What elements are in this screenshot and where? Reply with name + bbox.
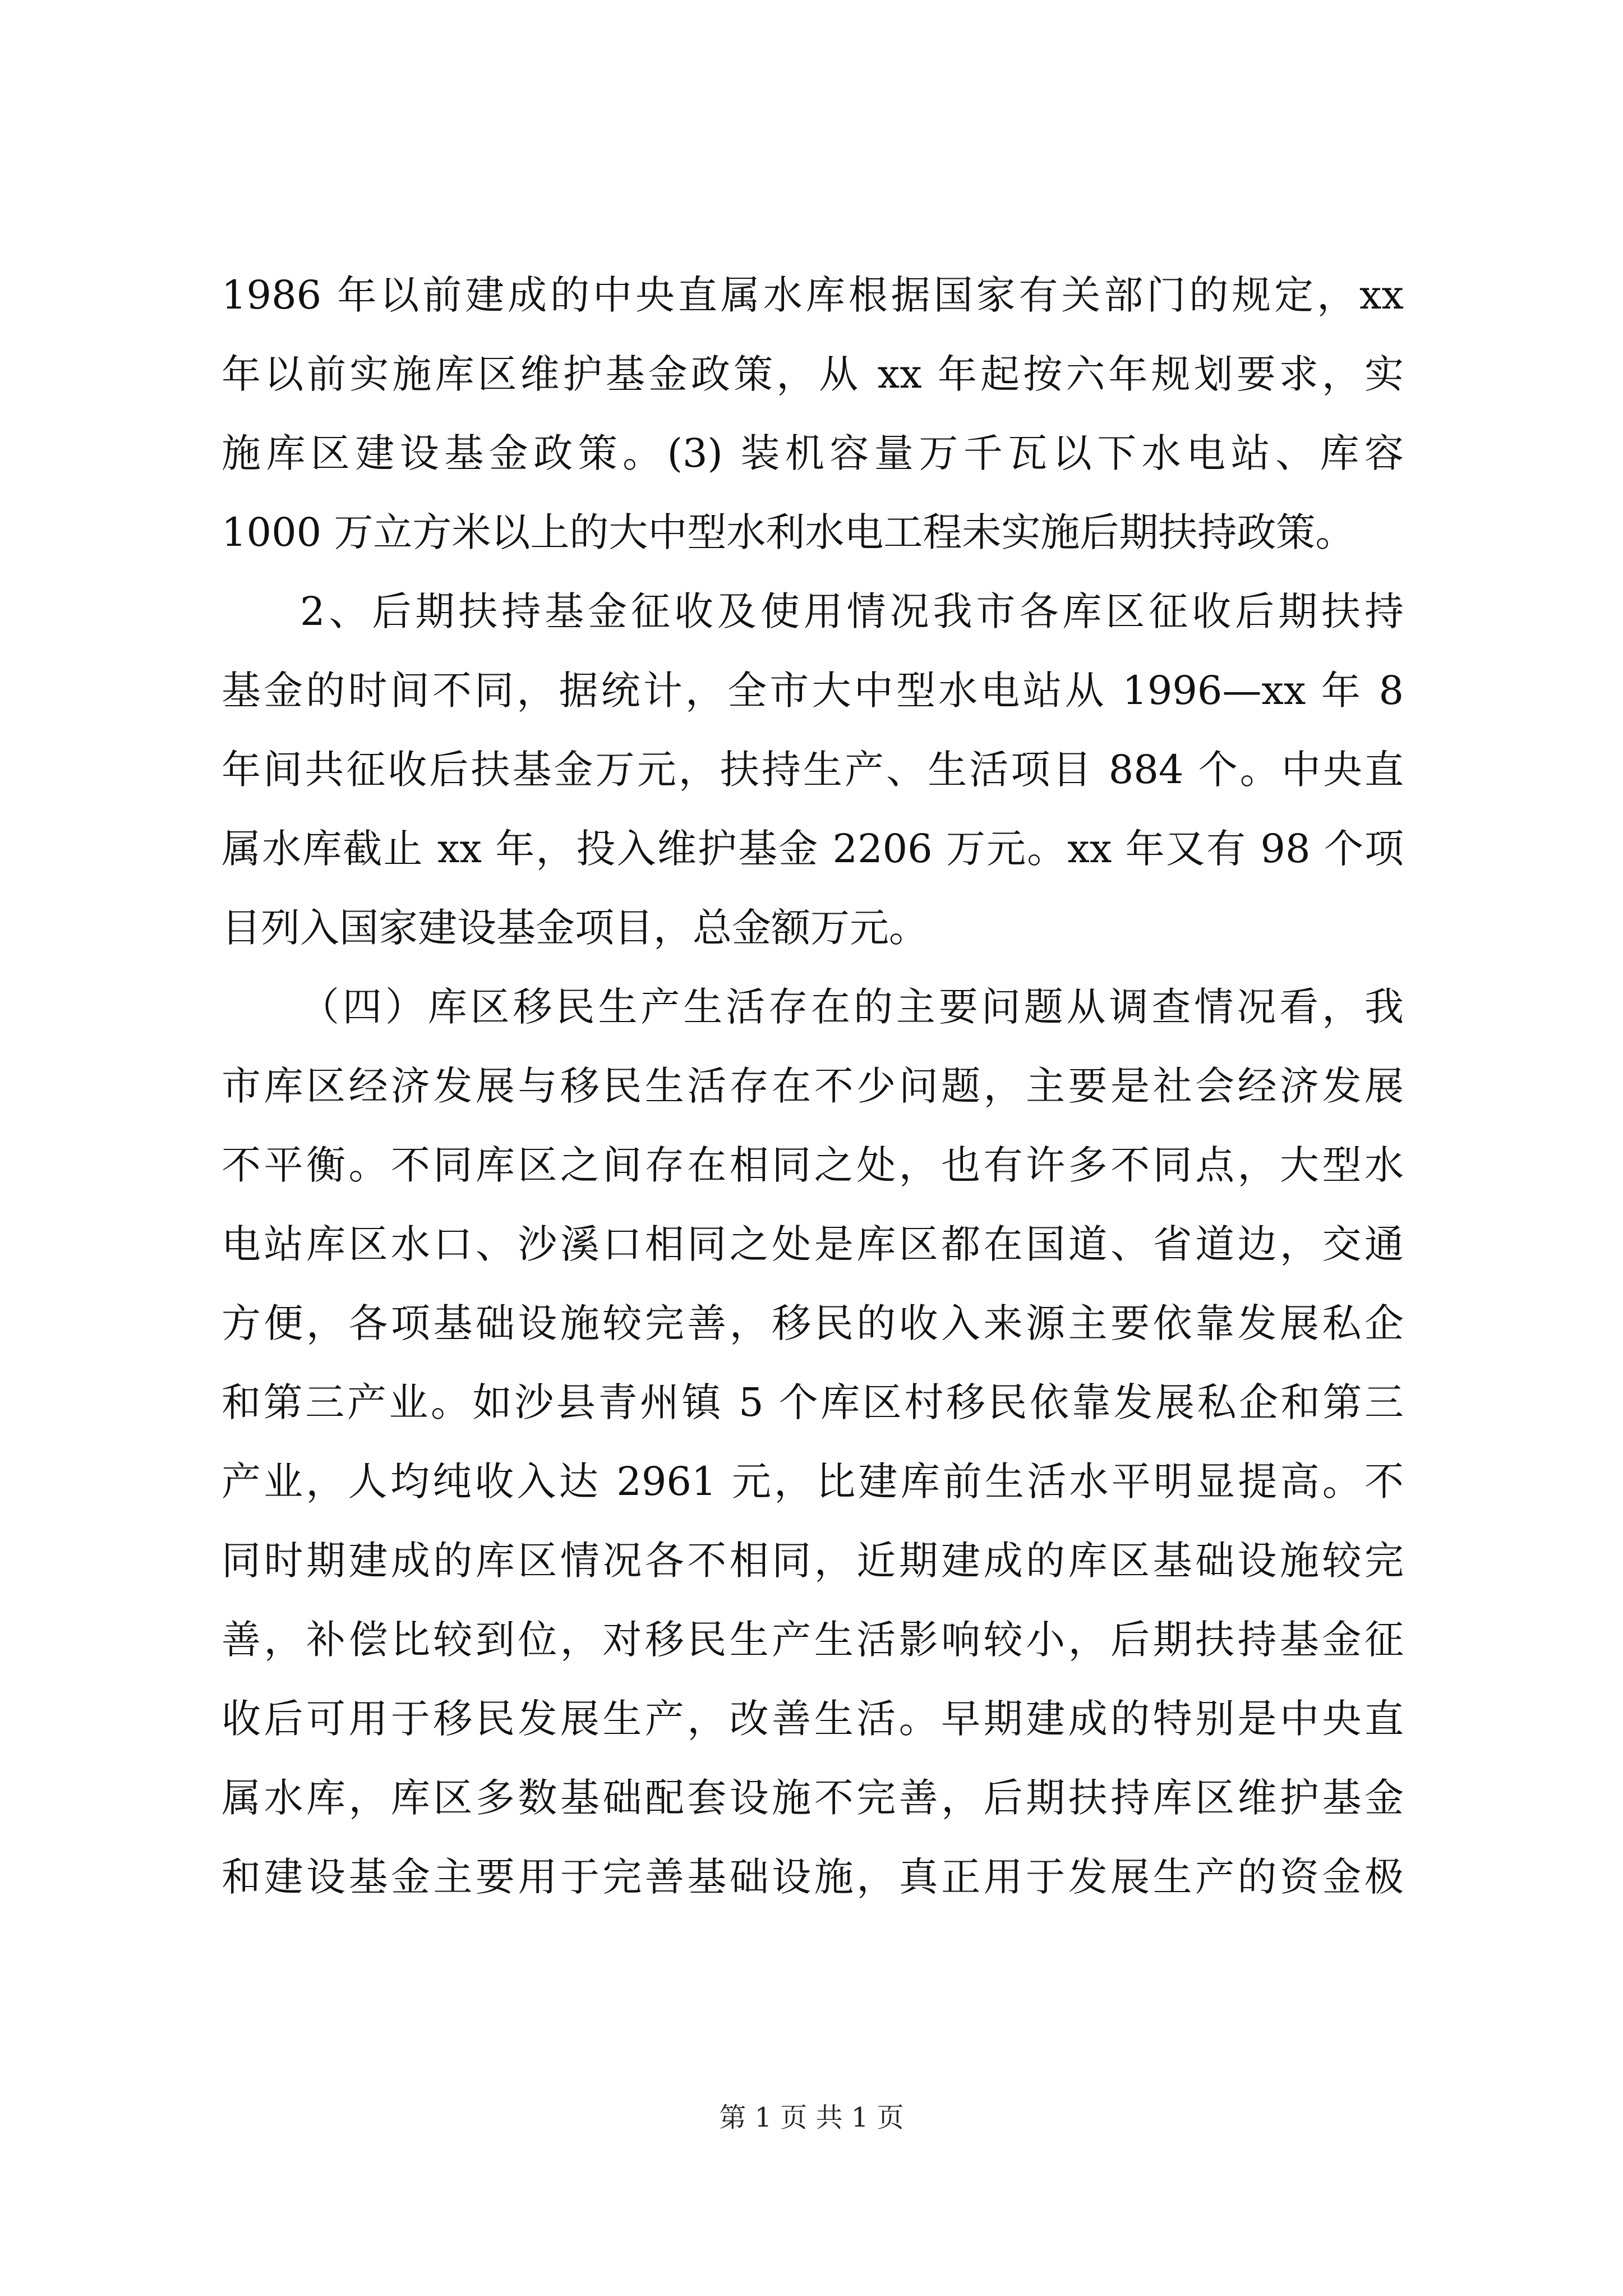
text-line: 方便，各项基础设施较完善，移民的收入来源主要依靠发展私企 [222, 1300, 1404, 1346]
text-line: 不平衡。不同库区之间存在相同之处，也有许多不同点，大型水 [222, 1142, 1404, 1188]
text-line: 施库区建设基金政策。(3) 装机容量万千瓦以下水电站、库容 [222, 430, 1404, 476]
text-line: 1000 万立方米以上的大中型水利水电工程未实施后期扶持政策。 [222, 509, 1355, 555]
paragraph-start-line: 2、后期扶持基金征收及使用情况我市各库区征收后期扶持 [300, 588, 1404, 634]
text-line: 电站库区水口、沙溪口相同之处是库区都在国道、省道边，交通 [222, 1221, 1404, 1267]
body-text [222, 268, 1404, 1929]
text-line: 基金的时间不同，据统计，全市大中型水电站从 1996—xx 年 8 [222, 668, 1404, 714]
text-line: 1986 年以前建成的中央直属水库根据国家有关部门的规定，xx [222, 272, 1404, 318]
text-line: 同时期建成的库区情况各不相同，近期建成的库区基础设施较完 [222, 1538, 1404, 1584]
paragraph-start-line: （四）库区移民生产生活存在的主要问题从调查情况看，我 [300, 984, 1404, 1030]
text-line: 属水库，库区多数基础配套设施不完善，后期扶持库区维护基金 [222, 1775, 1404, 1821]
text-line: 属水库截止 xx 年，投入维护基金 2206 万元。xx 年又有 98 个项 [222, 826, 1404, 872]
text-line: 年以前实施库区维护基金政策，从 xx 年起按六年规划要求，实 [222, 351, 1404, 397]
text-line: 市库区经济发展与移民生活存在不少问题，主要是社会经济发展 [222, 1063, 1404, 1109]
page-footer [0, 2101, 1623, 2134]
text-line: 和建设基金主要用于完善基础设施，真正用于发展生产的资金极 [222, 1854, 1404, 1900]
text-line: 善，补偿比较到位，对移民生产生活影响较小，后期扶持基金征 [222, 1617, 1404, 1663]
page-number: 第 1 页 共 1 页 [719, 2102, 904, 2133]
text-line: 和第三产业。如沙县青州镇 5 个库区村移民依靠发展私企和第三 [222, 1379, 1404, 1425]
text-line: 年间共征收后扶基金万元，扶持生产、生活项目 884 个。中央直 [222, 747, 1404, 793]
text-line: 收后可用于移民发展生产，改善生活。早期建成的特别是中央直 [222, 1696, 1404, 1742]
text-line: 产业，人均纯收入达 2961 元，比建库前生活水平明显提高。不 [222, 1458, 1404, 1504]
text-line: 目列入国家建设基金项目，总金额万元。 [222, 905, 928, 951]
